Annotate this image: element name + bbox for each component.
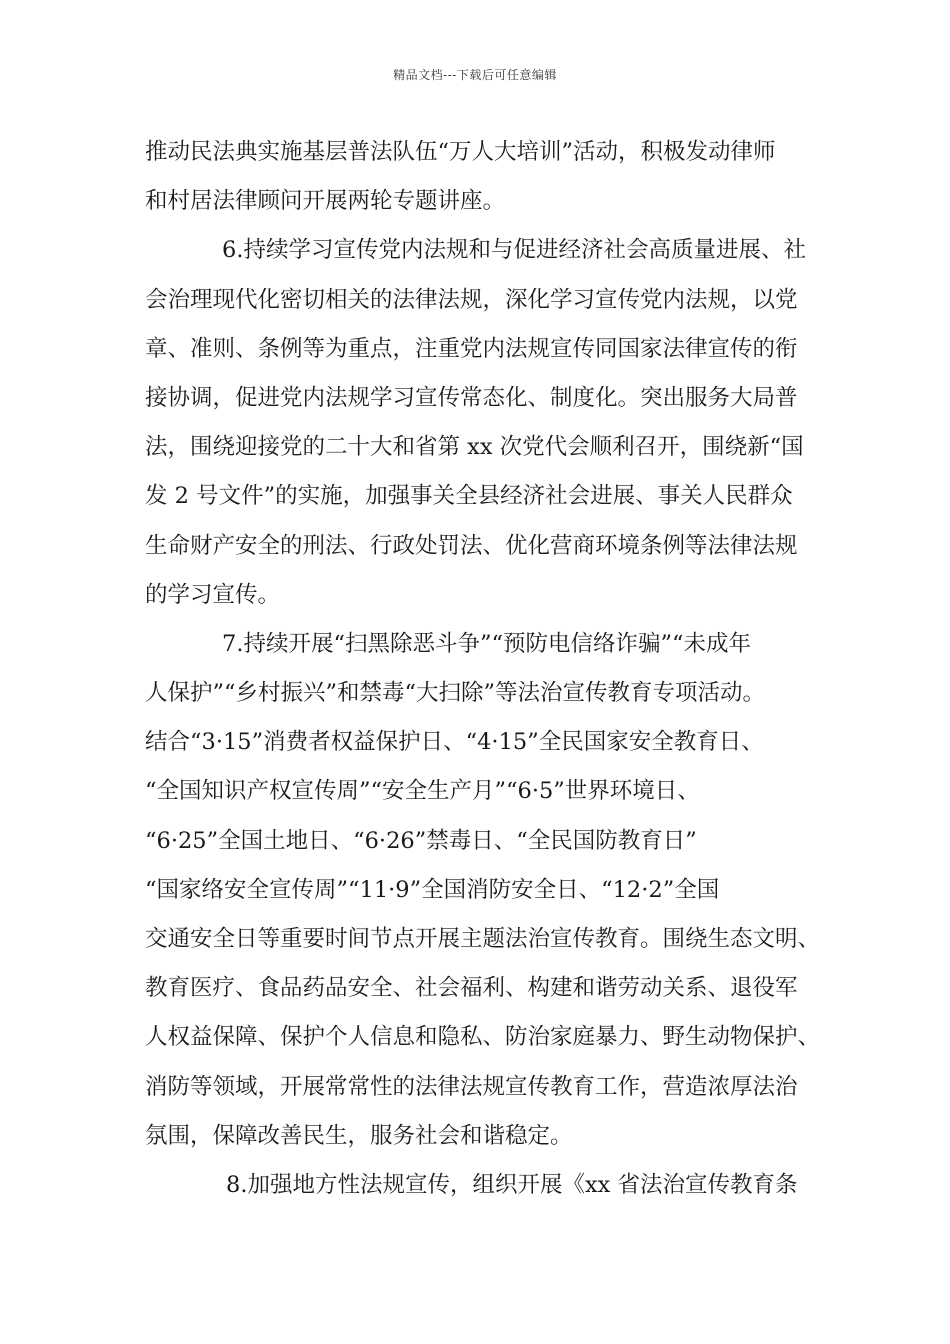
paragraph-7-start: 7.持续开展“扫黑除恶斗争”“预防电信络诈骗”“未成年 [222,630,751,657]
text-line: 结合“3·15”消费者权益保护日、“4·15”全民国家安全教育日、 [145,729,764,756]
text-line: 交通安全日等重要时间节点开展主题法治宣传教育。围绕生态文明、 [145,926,821,952]
text-line: “国家络安全宣传周”“11·9”全国消防安全日、“12·2”全国 [145,876,720,903]
paragraph-8-start: 8.加强地方性法规宣传，组织开展《xx 省法治宣传教育条 [226,1171,798,1198]
page-header: 精品文档---下载后可任意编辑 [393,68,557,82]
text-line: 章、准则、条例等为重点，注重党内法规宣传同国家法律宣传的衔 [145,335,798,362]
text-line: 教育医疗、食品药品安全、社会福利、构建和谐劳动关系、退役军 [145,975,798,1002]
text-line: “6·25”全国土地日、“6·26”禁毒日、“全民国防教育日” [145,827,697,854]
text-line: 消防等领域，开展常常性的法律法规宣传教育工作，营造浓厚法治 [145,1073,798,1100]
paragraph-6-start: 6.持续学习宣传党内法规和与促进经济社会高质量进展、社 [222,237,806,264]
text-line: 接协调，促进党内法规学习宣传常态化、制度化。突出服务大局普 [145,384,798,411]
text-line: 和村居法律顾问开展两轮专题讲座。 [145,188,506,215]
text-line: 发 2 号文件”的实施，加强事关全县经济社会进展、事关人民群众 [145,483,793,510]
document-body [145,128,835,1210]
text-line: 人权益保障、保护个人信息和隐私、防治家庭暴力、野生动物保护、 [145,1024,821,1051]
text-line: 会治理现代化密切相关的法律法规，深化学习宣传党内法规，以党 [145,286,798,313]
text-line: 氛围，保障改善民生，服务社会和谐稳定。 [145,1122,573,1149]
text-line: 人保护”“乡村振兴”和禁毒“大扫除”等法治宣传教育专项活动。 [145,680,766,707]
text-line: 法，围绕迎接党的二十大和省第 xx 次党代会顺利召开，围绕新“国 [145,434,804,461]
text-line: 的学习宣传。 [145,581,281,608]
text-line: 推动民法典实施基层普法队伍“万人大培训”活动，积极发动律师 [145,139,776,165]
text-line: “全国知识产权宣传周”“安全生产月”“6·5”世界环境日、 [145,778,700,805]
text-line: 生命财产安全的刑法、行政处罚法、优化营商环境条例等法律法规 [145,532,798,559]
